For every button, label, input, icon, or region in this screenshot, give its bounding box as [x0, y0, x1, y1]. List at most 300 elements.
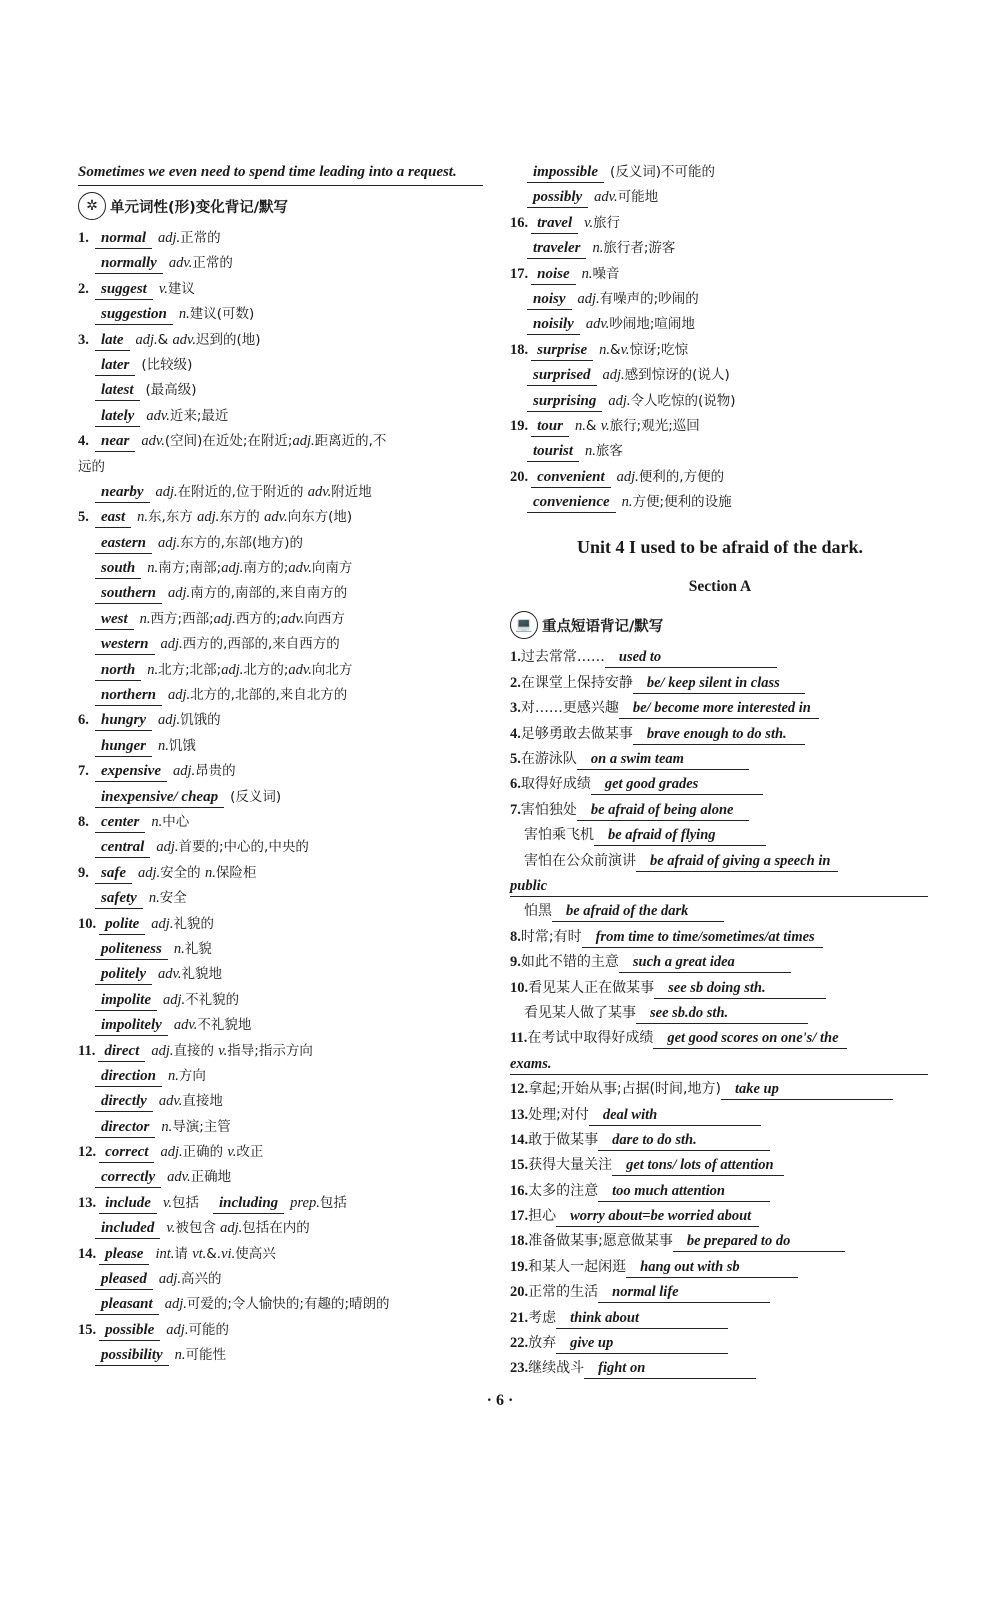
- phrase-number: 1.: [510, 649, 521, 666]
- entry-answer: polite: [99, 915, 145, 935]
- entry-gloss: int.请 vt.&.vi.使高兴: [155, 1245, 276, 1262]
- entry-gloss: adj.安全的 n.保险柜: [138, 864, 257, 881]
- phrase-answer: too much attention: [598, 1182, 770, 1202]
- vocab-entry: [78, 912, 483, 937]
- entry-number: 5.: [78, 509, 89, 526]
- entry-gloss: adj.首要的;中心的,中央的: [156, 839, 309, 856]
- phrase-chinese: 正常的生活: [528, 1284, 599, 1301]
- phrase-answer: normal life: [598, 1283, 770, 1303]
- phrase-chinese: 太多的注意: [528, 1182, 599, 1199]
- entry-gloss: adj.感到惊讶的(说人): [602, 367, 730, 384]
- entry-answer: northern: [95, 686, 162, 706]
- phrase-number: 4.: [510, 725, 521, 742]
- vocab-entry: [78, 607, 483, 632]
- vocab-entry: [78, 480, 483, 505]
- entry-answer: suggest: [95, 280, 153, 300]
- vocab-entry: [78, 708, 483, 733]
- phrase-answer: see sb.do sth.: [636, 1004, 808, 1024]
- entry-gloss: (反义词)不可能的: [610, 164, 716, 180]
- phrase-entry: [510, 671, 930, 696]
- entry-gloss: adj.不礼貌的: [163, 991, 240, 1008]
- entry-number: 11.: [78, 1042, 96, 1059]
- entry-answer: impolite: [95, 991, 157, 1011]
- entry-answer: direction: [95, 1067, 162, 1087]
- phrase-chinese: 继续战斗: [528, 1360, 585, 1377]
- vocab-entry: [78, 861, 483, 886]
- vocab-entry: [78, 1216, 483, 1241]
- vocab-list-right: [510, 160, 930, 515]
- phrase-chinese: 准备做某事;愿意做某事: [528, 1233, 673, 1250]
- entry-gloss: adj.饥饿的: [158, 712, 221, 729]
- entry-gloss: n.南方;南部;adj.南方的;adv.向南方: [147, 560, 353, 577]
- phrase-answer: be afraid of the dark: [552, 902, 724, 922]
- vocab-entry: [78, 1089, 483, 1114]
- phrase-chinese: 在游泳队: [520, 751, 577, 768]
- vocab-entry: [510, 160, 930, 185]
- phrase-entry: [510, 950, 930, 975]
- phrase-chinese: 在课堂上保持安静: [520, 674, 633, 691]
- phrase-entry: [510, 1306, 930, 1331]
- entry-answer: surprised: [527, 366, 597, 386]
- phrase-entry: [510, 925, 930, 950]
- entry-answer: hungry: [95, 711, 152, 731]
- phrase-answer: from time to time/sometimes/at times: [582, 928, 823, 948]
- entry-gloss: adj.在附近的,位于附近的 adv.附近地: [155, 483, 372, 500]
- phrase-answer: exams.: [510, 1055, 928, 1075]
- entry-number: 1.: [78, 230, 89, 246]
- vocab-entry: [78, 1140, 483, 1165]
- entry-gloss: adj.正常的: [158, 230, 221, 246]
- entry-gloss: adv.可能地: [594, 189, 659, 206]
- vocab-entry: [78, 1115, 483, 1140]
- phrase-answer: take up: [721, 1080, 893, 1100]
- vocab-entry: [78, 1292, 483, 1317]
- entry-answer: safe: [95, 864, 132, 884]
- vocab-entry: [78, 328, 483, 353]
- phrase-entry: [510, 1153, 930, 1178]
- entry-gloss: v.被包含 adj.包括在内的: [166, 1220, 310, 1237]
- entry-number: 20.: [510, 468, 529, 485]
- vocab-entry: [510, 211, 930, 236]
- phrase-chinese: 看见某人做了某事: [524, 1004, 636, 1021]
- entry-answer: normally: [95, 254, 163, 274]
- vocab-entry: [510, 363, 930, 388]
- entry-answer: possibility: [95, 1346, 169, 1366]
- phrase-number: 3.: [510, 700, 521, 717]
- phrase-chinese: 害怕乘飞机: [524, 827, 594, 844]
- entry-answer: safety: [95, 889, 143, 909]
- entry-gloss: prep.包括: [290, 1194, 347, 1211]
- entry-gloss: (最高级): [145, 382, 197, 399]
- phrase-answer: be prepared to do: [673, 1232, 845, 1252]
- entry-answer: pleased: [95, 1270, 153, 1290]
- phrase-number: 11.: [510, 1030, 528, 1047]
- vocab-entry: [78, 886, 483, 911]
- vocab-entry: [78, 277, 483, 302]
- vocab-entry: [78, 1064, 483, 1089]
- phrase-chinese: 在考试中取得好成绩: [527, 1030, 654, 1047]
- phrase-chinese: 担心: [528, 1208, 557, 1225]
- phrase-answer: think about: [556, 1309, 728, 1329]
- entry-gloss: adj.西方的,西部的,来自西方的: [160, 636, 340, 653]
- phrase-number: 22.: [510, 1335, 529, 1352]
- entry-gloss: adv.正确地: [167, 1169, 232, 1186]
- entry-answer: including: [213, 1194, 284, 1214]
- vocab-entry: [78, 658, 483, 683]
- vocab-entry: [78, 1165, 483, 1190]
- phrase-number: 12.: [510, 1081, 529, 1098]
- entry-answer: directly: [95, 1092, 153, 1112]
- vocab-entry: [510, 338, 930, 363]
- vocab-entry: [78, 455, 483, 480]
- phrase-entry: [510, 1103, 930, 1128]
- phrase-answer: public: [510, 877, 928, 897]
- entry-gloss: n.& v.旅行;观光;巡回: [574, 417, 700, 434]
- phrase-answer: hang out with sb: [626, 1258, 798, 1278]
- phrase-number: 19.: [510, 1258, 529, 1275]
- vocab-entry: [510, 389, 930, 414]
- phrase-entry: [510, 1229, 930, 1254]
- entry-answer: politely: [95, 965, 152, 985]
- entry-gloss: adj.令人吃惊的(说物): [608, 392, 736, 409]
- phrase-chinese: 看见某人正在做某事: [528, 979, 655, 996]
- entry-gloss: adj.& adv.迟到的(地): [135, 331, 261, 348]
- phrase-answer: get good grades: [591, 775, 763, 795]
- entry-gloss: adj.可能的: [166, 1321, 229, 1338]
- entry-gloss: adj.礼貌的: [151, 915, 214, 932]
- entry-number: 12.: [78, 1144, 97, 1161]
- phrase-entry: [510, 1204, 930, 1229]
- phrase-entry: [510, 849, 930, 874]
- phrase-number: 20.: [510, 1284, 529, 1301]
- phrase-number: 5.: [510, 751, 521, 768]
- entry-gloss: adj.可爱的;令人愉快的;有趣的;晴朗的: [164, 1296, 390, 1313]
- entry-gloss: adj.便利的,方便的: [616, 468, 725, 485]
- phrase-list: [510, 645, 930, 1381]
- phrase-chinese: 过去常常……: [520, 649, 605, 666]
- phrase-answer: be/ keep silent in class: [633, 674, 805, 694]
- entry-answer: convenience: [527, 493, 616, 513]
- entry-number: 14.: [78, 1245, 97, 1262]
- entry-answer: north: [95, 661, 141, 681]
- phrase-answer: such a great idea: [619, 953, 791, 973]
- entry-gloss: adj.南方的,南部的,来自南方的: [168, 585, 348, 602]
- phrase-answer: fight on: [584, 1359, 756, 1379]
- vocab-entry: [78, 1318, 483, 1343]
- entry-answer: central: [95, 838, 150, 858]
- phrase-chinese: 考虑: [528, 1309, 557, 1326]
- phrase-number: 6.: [510, 776, 521, 793]
- entry-gloss: n.可能性: [174, 1347, 227, 1364]
- phrase-answer: be afraid of giving a speech in: [636, 852, 838, 872]
- vocab-list-left: [78, 226, 483, 1369]
- entry-answer: politeness: [95, 940, 168, 960]
- vocab-entry: [510, 287, 930, 312]
- vocab-entry: [510, 439, 930, 464]
- entry-answer: noisy: [527, 290, 572, 310]
- phrase-number: 15.: [510, 1157, 529, 1174]
- entry-gloss: n.北方;北部;adj.北方的;adv.向北方: [147, 661, 353, 678]
- entry-gloss: adj.有噪声的;吵闹的: [577, 290, 699, 307]
- entry-number: 19.: [510, 417, 529, 434]
- entry-answer: director: [95, 1118, 155, 1138]
- phrase-entry: [510, 645, 930, 670]
- vocab-entry: [78, 353, 483, 378]
- entry-gloss: n.安全: [148, 890, 187, 907]
- vocab-entry: [78, 556, 483, 581]
- entry-number: 9.: [78, 864, 89, 881]
- entry-number: 8.: [78, 813, 89, 830]
- entry-gloss: n.旅行者;游客: [592, 240, 676, 257]
- entry-answer: inexpensive/ cheap: [95, 788, 224, 808]
- entry-answer: include: [99, 1194, 157, 1214]
- entry-gloss: v.建议: [158, 280, 195, 297]
- phrase-number: 8.: [510, 928, 521, 945]
- vocab-entry: [78, 378, 483, 403]
- entry-answer: impossible: [527, 163, 604, 183]
- entry-answer: possibly: [527, 188, 588, 208]
- phrase-answer: dare to do sth.: [598, 1131, 770, 1151]
- entry-gloss: n.导演;主管: [161, 1118, 231, 1135]
- entry-gloss: 远的: [78, 458, 105, 475]
- phrase-number: 18.: [510, 1233, 529, 1250]
- entry-answer: latest: [95, 381, 140, 401]
- entry-gloss: v.包括: [162, 1194, 199, 1211]
- entry-answer: traveler: [527, 239, 586, 259]
- phrase-answer: worry about=be worried about: [556, 1207, 759, 1227]
- phrase-entry: [510, 976, 930, 1001]
- entry-answer: impolitely: [95, 1016, 168, 1036]
- entry-gloss: n.旅客: [585, 443, 623, 460]
- entry-answer: eastern: [95, 534, 152, 554]
- vocab-entry: [78, 1191, 483, 1216]
- vocab-entry: [78, 1267, 483, 1292]
- entry-number: 13.: [78, 1194, 97, 1211]
- vocab-entry: [78, 1013, 483, 1038]
- entry-number: 15.: [78, 1321, 97, 1338]
- entry-gloss: n.建议(可数): [178, 306, 255, 323]
- phrase-entry: [510, 899, 930, 924]
- phrase-entry: [510, 1280, 930, 1305]
- phrase-chinese: 和某人一起闲逛: [528, 1258, 627, 1275]
- section-title: Section A: [688, 578, 752, 596]
- phrase-number: 14.: [510, 1131, 529, 1148]
- unit-title: Unit 4 I used to be afraid of the dark.: [576, 537, 863, 558]
- vocab-entry: [78, 1039, 483, 1064]
- entry-answer: expensive: [95, 762, 167, 782]
- phrase-chinese: 如此不错的主意: [520, 954, 619, 971]
- phrase-entry: [510, 823, 930, 848]
- laptop-badge-icon: 💻: [510, 611, 538, 639]
- phrase-answer: be afraid of being alone: [577, 801, 749, 821]
- entry-answer: normal: [95, 229, 152, 249]
- entry-answer: noisily: [527, 315, 580, 335]
- entry-answer: surprising: [527, 392, 602, 412]
- phrase-chinese: 处理;对付: [528, 1106, 589, 1123]
- intro-sentence: Sometimes we even need to spend time leading into a request.: [78, 160, 483, 186]
- vocab-entry: [78, 1242, 483, 1267]
- entry-answer: travel: [531, 214, 578, 234]
- phrase-chinese: 怕黑: [524, 903, 552, 920]
- entry-answer: nearby: [95, 483, 150, 503]
- entry-answer: western: [95, 635, 155, 655]
- phrase-chinese: 害怕在公众前演讲: [524, 852, 636, 869]
- phrase-number: 9.: [510, 954, 521, 971]
- entry-answer: near: [95, 432, 135, 452]
- entry-gloss: adj.昂贵的: [172, 763, 236, 780]
- vocab-entry: [78, 226, 483, 251]
- phrase-answer: get tons/ lots of attention: [612, 1156, 784, 1176]
- entry-gloss: n.礼貌: [173, 940, 212, 957]
- entry-number: 17.: [510, 265, 529, 282]
- vocab-entry: [78, 734, 483, 759]
- phrase-entry: [510, 1026, 930, 1051]
- entry-gloss: v.旅行: [584, 214, 621, 231]
- phrase-answer: give up: [556, 1334, 728, 1354]
- entry-gloss: n.方向: [168, 1067, 206, 1084]
- entry-answer: west: [95, 610, 134, 630]
- phrase-chinese: 放弃: [528, 1335, 557, 1352]
- phrase-chinese: 对……更感兴趣: [520, 700, 619, 717]
- entry-answer: east: [95, 508, 131, 528]
- entry-answer: tourist: [527, 442, 579, 462]
- entry-number: 3.: [78, 331, 89, 348]
- vocab-entry: [78, 759, 483, 784]
- left-column: [78, 160, 483, 1369]
- vocab-entry: [78, 581, 483, 606]
- vocab-entry: [510, 414, 930, 439]
- phrase-answer: get good scores on one's/ the: [653, 1029, 846, 1049]
- phrase-entry: [510, 696, 930, 721]
- entry-answer: south: [95, 559, 141, 579]
- entry-answer: hunger: [95, 737, 152, 757]
- phrase-chinese: 足够勇敢去做某事: [520, 725, 633, 742]
- entry-gloss: n.饥饿: [158, 737, 196, 754]
- entry-answer: possible: [99, 1321, 160, 1341]
- entry-answer: center: [95, 813, 145, 833]
- entry-gloss: n.&v.惊讶;吃惊: [599, 341, 689, 358]
- entry-number: 2.: [78, 280, 89, 297]
- entry-answer: lately: [95, 407, 140, 427]
- vocab-entry: [78, 683, 483, 708]
- vocab-entry: [510, 490, 930, 515]
- phrase-number: 21.: [510, 1309, 529, 1326]
- entry-gloss: adj.北方的,北部的,来自北方的: [168, 687, 348, 704]
- entry-gloss: n.西方;西部;adj.西方的;adv.向西方: [139, 610, 345, 627]
- entry-gloss: adv.正常的: [168, 255, 233, 272]
- phrase-chinese: 获得大量关注: [528, 1157, 613, 1174]
- vocab-entry: [78, 962, 483, 987]
- phrase-entry: [510, 1255, 930, 1280]
- entry-answer: later: [95, 356, 135, 376]
- phrase-chinese: 取得好成绩: [520, 776, 591, 793]
- entry-answer: noise: [531, 265, 576, 285]
- phrase-answer: brave enough to do sth.: [633, 725, 805, 745]
- phrase-chinese: 拿起;开始从事;占据(时间,地方): [528, 1081, 721, 1098]
- vocab-entry: [78, 429, 483, 454]
- phrase-chinese: 害怕独处: [520, 801, 577, 818]
- entry-answer: suggestion: [95, 305, 173, 325]
- entry-gloss: adv.近来;最近: [146, 407, 229, 424]
- phrase-number: 10.: [510, 979, 529, 996]
- phrase-number: 17.: [510, 1208, 529, 1225]
- sparkle-badge-icon: ✲: [78, 192, 106, 220]
- entry-gloss: adv.吵闹地;喧闹地: [585, 316, 695, 333]
- vocab-heading-text: 单元词性(形)变化背记/默写: [110, 199, 289, 216]
- phrase-answer: on a swim team: [577, 750, 749, 770]
- vocab-entry: [510, 262, 930, 287]
- entry-gloss: n.方便;便利的设施: [621, 494, 732, 511]
- entry-answer: pleasant: [95, 1295, 159, 1315]
- entry-gloss: adv.不礼貌地: [173, 1017, 252, 1034]
- phrase-heading-text: 重点短语背记/默写: [542, 618, 664, 635]
- right-column: [510, 160, 930, 1382]
- entry-number: 18.: [510, 341, 529, 358]
- phrase-answer: used to: [605, 648, 777, 668]
- entry-gloss: adv.直接地: [158, 1093, 223, 1110]
- vocab-entry: [78, 251, 483, 276]
- vocab-entry: [510, 312, 930, 337]
- phrase-answer: be/ become more interested in: [619, 699, 819, 719]
- vocab-entry: [510, 236, 930, 261]
- phrase-entry: [510, 1356, 930, 1381]
- vocab-entry: [510, 465, 930, 490]
- vocab-entry: [78, 937, 483, 962]
- entry-answer: surprise: [531, 341, 593, 361]
- phrase-number: 13.: [510, 1106, 529, 1123]
- entry-number: 10.: [78, 915, 97, 932]
- entry-gloss: (比较级): [141, 356, 193, 373]
- entry-gloss: n.东,东方 adj.东方的 adv.向东方(地): [137, 509, 353, 526]
- vocab-entry: [510, 185, 930, 210]
- vocab-entry: [78, 404, 483, 429]
- phrase-entry: [510, 772, 930, 797]
- phrase-entry: [510, 874, 930, 899]
- entry-number: 6.: [78, 712, 89, 729]
- vocab-entry: [78, 785, 483, 810]
- phrase-number: 7.: [510, 801, 521, 818]
- phrase-entry: [510, 1179, 930, 1204]
- phrase-number: 16.: [510, 1182, 529, 1199]
- vocab-entry: [78, 1343, 483, 1368]
- entry-gloss: n.噪音: [581, 265, 620, 282]
- vocab-entry: [78, 505, 483, 530]
- phrase-number: 23.: [510, 1360, 529, 1377]
- phrase-entry: [510, 1001, 930, 1026]
- entry-answer: correct: [99, 1143, 154, 1163]
- vocab-heading: [78, 186, 483, 226]
- phrase-chinese: 时常;有时: [520, 928, 582, 945]
- phrase-entry: [510, 1077, 930, 1102]
- entry-number: 7.: [78, 763, 89, 780]
- entry-gloss: adj.正确的 v.改正: [160, 1144, 264, 1161]
- phrase-entry: [510, 1331, 930, 1356]
- entry-answer: late: [95, 331, 130, 351]
- vocab-entry: [78, 835, 483, 860]
- entry-answer: correctly: [95, 1168, 161, 1188]
- vocab-entry: [78, 302, 483, 327]
- entry-answer: direct: [98, 1042, 145, 1062]
- phrase-answer: deal with: [589, 1106, 761, 1126]
- page-number: · 6 ·: [486, 1392, 514, 1409]
- phrase-entry: [510, 747, 930, 772]
- entry-answer: please: [99, 1245, 149, 1265]
- entry-gloss: adv.(空间)在近处;在附近;adj.距离近的,不: [141, 433, 387, 450]
- phrase-answer: be afraid of flying: [594, 826, 766, 846]
- entry-answer: included: [95, 1219, 160, 1239]
- phrase-heading: [510, 605, 930, 645]
- entry-answer: tour: [531, 417, 569, 437]
